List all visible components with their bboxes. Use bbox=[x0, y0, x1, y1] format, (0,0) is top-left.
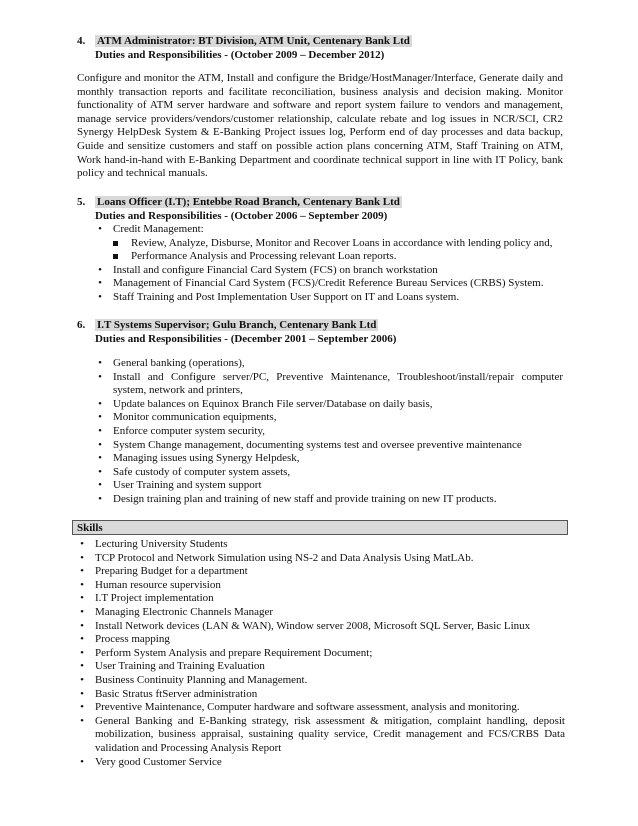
bullet-icon: • bbox=[80, 673, 84, 686]
skill-text: Human resource supervision bbox=[95, 578, 221, 591]
sub-item-text: Review, Analyze, Disburse, Monitor and Recover Loans in accordance with lending policy and, bbox=[131, 236, 553, 249]
bullet-icon: • bbox=[98, 492, 102, 505]
bullet-icon: • bbox=[98, 223, 102, 235]
bullet-icon: • bbox=[80, 551, 84, 564]
skill-item bbox=[80, 619, 565, 634]
skill-text: Basic Stratus ftServer administration bbox=[95, 687, 258, 700]
bullet-icon: • bbox=[80, 755, 84, 768]
item-text: System Change management, documenting systems test and oversee preventive maintenance bbox=[113, 438, 522, 451]
sub-list-item bbox=[113, 237, 563, 251]
skill-text: Preventive Maintenance, Computer hardware and software assessment, analysis and monitoring. bbox=[95, 701, 520, 714]
bullet-icon: • bbox=[98, 465, 102, 478]
job6-number: 6. bbox=[77, 319, 86, 331]
bullet-icon: • bbox=[80, 660, 84, 673]
job4-heading bbox=[77, 34, 412, 48]
item-text: Enforce computer system security, bbox=[113, 424, 266, 437]
list-item bbox=[98, 492, 563, 507]
list-item bbox=[98, 424, 563, 439]
skill-text: Process mapping bbox=[95, 633, 170, 646]
item-text: Monitor communication equipments, bbox=[113, 411, 277, 424]
bullet-icon: • bbox=[80, 578, 84, 591]
job4-paragraph: Configure and monitor the ATM, Install and configure the Bridge/HostManager/Interface, Generate daily and monthly transaction reports and facilitate reconciliation, business analysis and decision making. Monitor functionality of ATM server hardware and software and report system failure to vendors and management, manage service providers/vendors/customer relationship, calculate rebate and log issues in NCR/SCI, CR2 Synergy HelpDesk System & E-Banking Project issues log, Perform end of day processes and data backup, Guide and sensitize customers and staff on possible action plans concerning ATM, Staff Training on ATM, Work hand-in-hand with E-Banking Department and coordinate technical support in line with IT Policy, bank policy and technical manuals. bbox=[77, 72, 563, 180]
list-item bbox=[98, 397, 563, 412]
credit-label: Credit Management: bbox=[113, 223, 204, 235]
item-text: Managing issues using Synergy Helpdesk, bbox=[113, 452, 300, 465]
bullet-icon: • bbox=[98, 357, 102, 369]
item-text: Design training plan and training of new staff and provide training on new IT products. bbox=[113, 492, 497, 505]
bullet-icon: • bbox=[80, 538, 84, 550]
item-text: Management of Financial Card System (FCS)/Credit Reference Bureau Services (CRBS) System. bbox=[113, 277, 544, 290]
list-item bbox=[98, 277, 563, 291]
list-item bbox=[98, 223, 563, 264]
job6-duties: Duties and Responsibilities - (December 2001 – September 2006) bbox=[95, 333, 397, 345]
skill-item bbox=[80, 660, 565, 674]
list-item bbox=[98, 438, 563, 453]
skill-text: Very good Customer Service bbox=[95, 755, 222, 768]
bullet-icon: • bbox=[98, 290, 102, 303]
list-item bbox=[98, 452, 563, 466]
skill-text: Install Network devices (LAN & WAN), Window server 2008, Microsoft SQL Server, Basic Linux bbox=[95, 619, 531, 632]
bullet-icon: • bbox=[98, 277, 102, 290]
bullet-icon: • bbox=[98, 424, 102, 437]
sub-item-text: Performance Analysis and Processing relevant Loan reports. bbox=[131, 250, 397, 263]
bullet-icon: • bbox=[98, 370, 102, 383]
bullet-icon: • bbox=[80, 646, 84, 659]
list-item bbox=[98, 290, 563, 305]
bullet-icon: • bbox=[98, 411, 102, 424]
bullet-icon: • bbox=[98, 397, 102, 410]
skill-item bbox=[80, 592, 565, 606]
bullet-icon: • bbox=[98, 479, 102, 492]
bullet-icon: • bbox=[80, 565, 84, 578]
bullet-icon: • bbox=[80, 619, 84, 632]
job6-title: I.T Systems Supervisor; Gulu Branch, Centenary Bank Ltd bbox=[97, 319, 377, 331]
skill-text: Business Continuity Planning and Management. bbox=[95, 673, 308, 686]
item-text: Update balances on Equinox Branch File server/Database on daily basis, bbox=[113, 397, 433, 410]
list-item bbox=[98, 479, 563, 493]
item-text: Install and configure Financial Card System (FCS) on branch workstation bbox=[113, 263, 438, 276]
list-item bbox=[98, 357, 563, 371]
job4-number: 4. bbox=[77, 35, 86, 47]
skill-item bbox=[80, 605, 565, 620]
skill-text: Lecturing University Students bbox=[95, 538, 228, 550]
skills-list bbox=[80, 538, 565, 769]
bullet-icon: • bbox=[80, 701, 84, 714]
skill-item bbox=[80, 551, 565, 566]
skill-text: User Training and Training Evaluation bbox=[95, 660, 265, 673]
job6-heading bbox=[77, 318, 378, 332]
bullet-icon: • bbox=[80, 687, 84, 700]
skill-item bbox=[80, 701, 565, 715]
item-text: User Training and system support bbox=[113, 479, 262, 492]
item-text: Install and Configure server/PC, Preventive Maintenance, Troubleshoot/install/repair computer system, network and printers, bbox=[113, 370, 563, 397]
skill-item bbox=[80, 646, 565, 661]
skill-item bbox=[80, 714, 565, 756]
skill-text: General Banking and E-Banking strategy, risk assessment & mitigation, complaint handling, deposit mobilization, business appraisal, sustaining quality service, Credit management and FCS/CRBS Data validation and Processing Analysis Report bbox=[95, 714, 565, 754]
credit-sublist bbox=[113, 237, 563, 264]
job6-list bbox=[98, 357, 563, 507]
item-text: Staff Training and Post Implementation User Support on IT and Loans system. bbox=[113, 290, 460, 303]
skill-item bbox=[80, 687, 565, 702]
item-text: General banking (operations), bbox=[113, 357, 245, 369]
sub-list-item bbox=[113, 250, 563, 264]
bullet-icon: • bbox=[98, 438, 102, 451]
item-text: Safe custody of computer system assets, bbox=[113, 465, 291, 478]
skill-item bbox=[80, 565, 565, 579]
skill-text: Managing Electronic Channels Manager bbox=[95, 605, 274, 618]
bullet-icon: • bbox=[80, 605, 84, 618]
skill-item bbox=[80, 578, 565, 593]
skill-text: I.T Project implementation bbox=[95, 592, 214, 605]
job5-number: 5. bbox=[77, 196, 86, 208]
list-item bbox=[98, 263, 563, 278]
list-item bbox=[98, 465, 563, 480]
job5-duties: Duties and Responsibilities - (October 2006 – September 2009) bbox=[95, 210, 388, 222]
job4-title: ATM Administrator: BT Division, ATM Unit, Centenary Bank Ltd bbox=[97, 35, 410, 47]
list-item bbox=[98, 370, 563, 398]
skill-text: Perform System Analysis and prepare Requirement Document; bbox=[95, 646, 373, 659]
skill-item bbox=[80, 673, 565, 688]
job4-duties: Duties and Responsibilities - (October 2009 – December 2012) bbox=[95, 49, 385, 61]
bullet-icon: • bbox=[98, 452, 102, 465]
skills-heading: Skills bbox=[72, 520, 568, 535]
bullet-icon: • bbox=[80, 714, 84, 727]
job5-list bbox=[98, 223, 563, 305]
square-bullet-icon bbox=[113, 241, 118, 246]
bullet-icon: • bbox=[98, 263, 102, 276]
skill-item bbox=[80, 755, 565, 770]
skill-text: TCP Protocol and Network Simulation using NS-2 and Data Analysis Using MatLAb. bbox=[95, 551, 474, 564]
job5-heading bbox=[77, 195, 402, 209]
list-item bbox=[98, 411, 563, 425]
skill-item bbox=[80, 633, 565, 647]
bullet-icon: • bbox=[80, 633, 84, 646]
skill-item bbox=[80, 538, 565, 552]
square-bullet-icon bbox=[113, 254, 118, 259]
skill-text: Preparing Budget for a department bbox=[95, 565, 248, 578]
job5-title: Loans Officer (I.T); Entebbe Road Branch, Centenary Bank Ltd bbox=[97, 196, 400, 208]
bullet-icon: • bbox=[80, 592, 84, 605]
